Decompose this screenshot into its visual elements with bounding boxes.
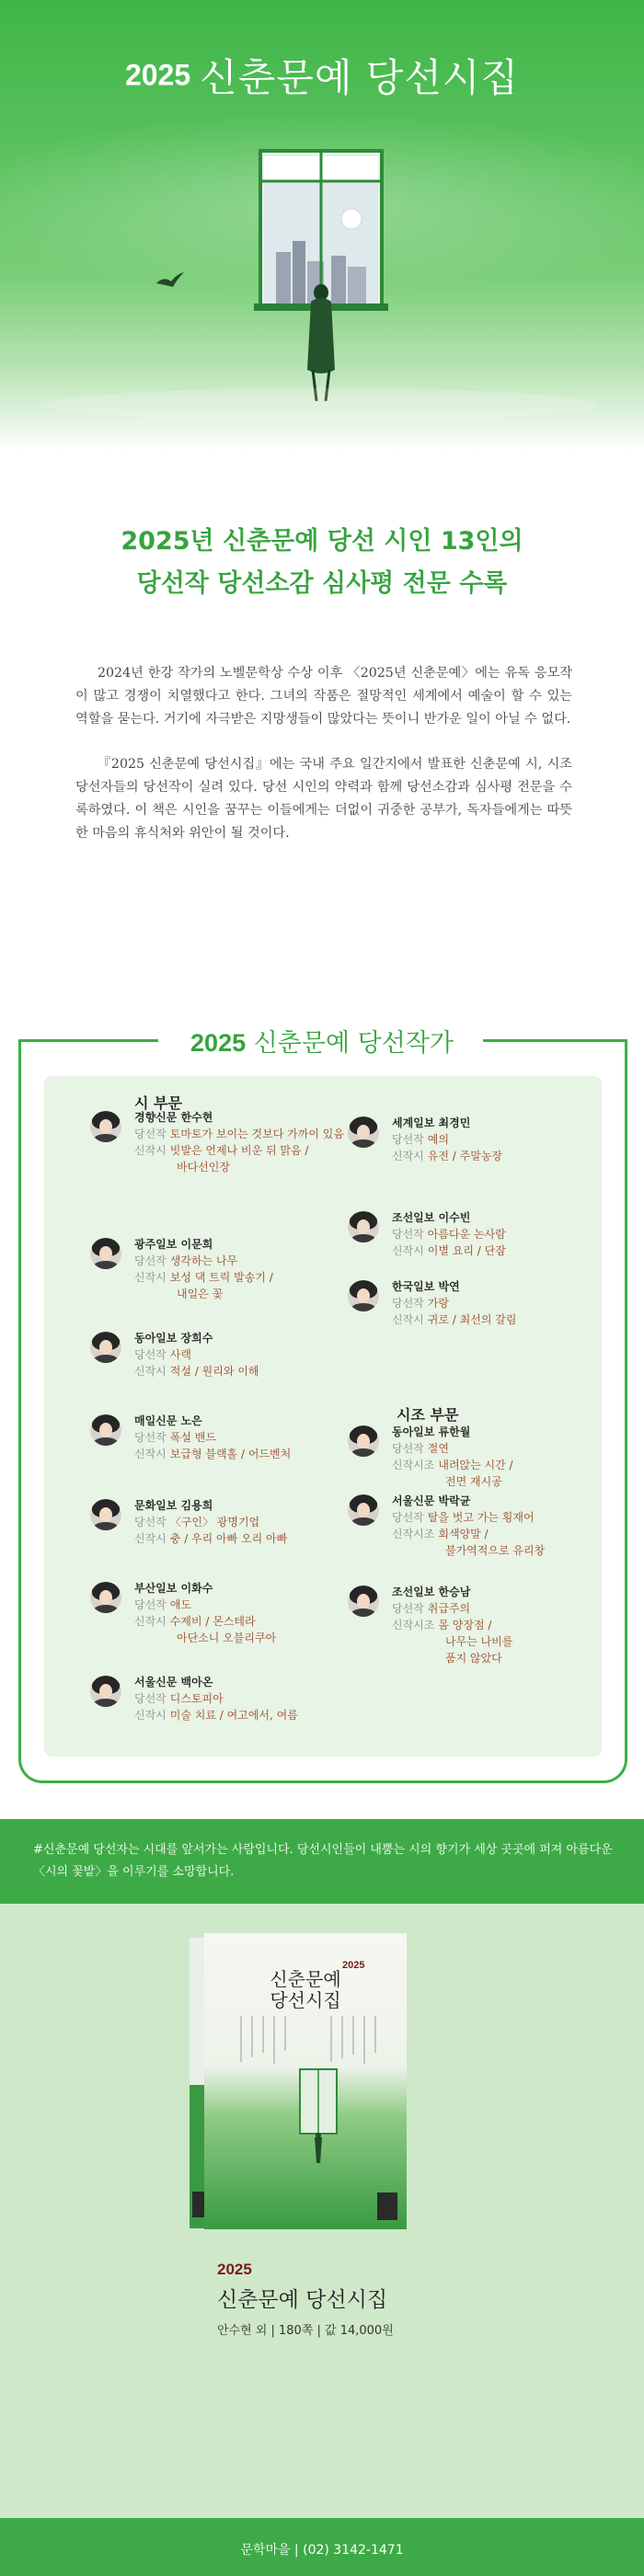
author-name: 광주일보 이문희 bbox=[134, 1238, 213, 1251]
winning-work-title: 아름다운 논사람 bbox=[427, 1228, 506, 1241]
winning-work-title: 생각하는 나무 bbox=[169, 1254, 238, 1267]
winning-work-label: 당선작 bbox=[392, 1297, 424, 1310]
winning-work-title: 〈구인〉 광명기업 bbox=[169, 1516, 260, 1528]
new-works-row bbox=[134, 1446, 291, 1462]
footer bbox=[0, 2518, 644, 2576]
new-works-label: 신작시 bbox=[134, 1144, 167, 1157]
winning-work-label: 당선작 bbox=[392, 1228, 424, 1241]
winning-work-label: 당선작 bbox=[392, 1511, 424, 1524]
winning-work-title: 토마토가 보이는 것보다 가까이 있음 bbox=[169, 1128, 344, 1140]
new-work-title: 보급형 블랙홀 / 어드벤처 bbox=[169, 1448, 292, 1460]
author-text bbox=[134, 1580, 276, 1646]
intro-text bbox=[75, 662, 572, 867]
winning-work-row bbox=[392, 1295, 516, 1311]
new-work-title: 적설 / 원리와 이해 bbox=[169, 1365, 259, 1378]
author-name: 부산일보 이화수 bbox=[134, 1582, 213, 1595]
author-text bbox=[392, 1115, 502, 1164]
winning-work-label: 당선작 bbox=[134, 1516, 167, 1528]
new-works-label: 신작시 bbox=[134, 1271, 167, 1284]
winning-work-label: 당선작 bbox=[134, 1254, 167, 1267]
hero-title-text: 신춘문예 당선시집 bbox=[200, 55, 520, 100]
author-text bbox=[134, 1109, 344, 1175]
winning-work-title: 디스토피아 bbox=[169, 1692, 224, 1705]
new-works-row bbox=[134, 1530, 287, 1547]
winning-work-row bbox=[392, 1226, 506, 1242]
author-photo-icon bbox=[90, 1414, 121, 1446]
new-works-row bbox=[392, 1473, 513, 1490]
cover-year: 2025 bbox=[342, 1960, 365, 1971]
new-works-row bbox=[134, 1707, 298, 1723]
book-cover bbox=[204, 1933, 407, 2229]
winning-work-label: 당선작 bbox=[392, 1602, 424, 1615]
new-work-title: 전면 재시공 bbox=[445, 1475, 502, 1488]
author-text bbox=[134, 1497, 287, 1547]
author-name: 서울신문 백아온 bbox=[134, 1676, 213, 1689]
new-work-title: 나무는 나비를 bbox=[445, 1635, 513, 1648]
book-meta: 안수현 외 | 180쪽 | 값 14,000원 bbox=[217, 2324, 394, 2338]
winning-work-title: 절연 bbox=[427, 1442, 449, 1455]
new-works-row bbox=[392, 1542, 545, 1559]
new-works-row bbox=[392, 1311, 516, 1328]
cover-title-2: 당선시집 bbox=[270, 1989, 341, 2011]
intro-paragraph-1: 2024년 한강 작가의 노벨문학상 수상 이후 〈2025년 신춘문예〉에는 유독 응모작이 많고 경쟁이 치열했다고 한다. 그녀의 작품은 절망적인 세계에서 예술이 할 수 있는 역할을 묻는다. 거기에 자극받은 지망생들이 많았다는 뜻이니 반가운 일이 아닐 수 없다. bbox=[75, 666, 572, 727]
new-works-row bbox=[134, 1363, 259, 1380]
winning-work-row bbox=[134, 1126, 344, 1142]
author-photo-icon bbox=[348, 1586, 379, 1617]
book-year: 2025 bbox=[217, 2261, 252, 2278]
authors-heading bbox=[0, 1021, 644, 1058]
new-work-title: 품지 않았다 bbox=[445, 1652, 502, 1665]
hero-title bbox=[0, 48, 644, 103]
author-name: 동아일보 장희수 bbox=[134, 1332, 213, 1345]
winning-work-row bbox=[134, 1253, 273, 1269]
headline-line-1: 2025년 신춘문예 당선 시인 13인의 bbox=[121, 527, 523, 555]
winning-work-label: 당선작 bbox=[134, 1431, 167, 1444]
new-works-row bbox=[392, 1633, 512, 1650]
author-name: 경향신문 한수현 bbox=[134, 1111, 213, 1124]
author-name: 세계일보 최경민 bbox=[392, 1116, 471, 1129]
author-name: 매일신문 노은 bbox=[134, 1414, 202, 1427]
winning-work-row bbox=[392, 1509, 545, 1526]
author-photo-icon bbox=[90, 1111, 121, 1142]
headline bbox=[0, 521, 644, 605]
authors-heading-year: 2025 bbox=[190, 1029, 247, 1057]
book-info bbox=[217, 2261, 394, 2338]
cover-title-1: 신춘문예 bbox=[270, 1968, 341, 1990]
author-text bbox=[392, 1493, 545, 1559]
author-photo-icon bbox=[90, 1582, 121, 1613]
winning-work-title: 가랑 bbox=[427, 1297, 449, 1310]
winning-work-label: 당선작 bbox=[134, 1348, 167, 1361]
new-works-row bbox=[392, 1148, 502, 1164]
author-photo-icon bbox=[348, 1425, 379, 1457]
author-text bbox=[392, 1424, 513, 1490]
author-text bbox=[134, 1674, 298, 1723]
authors-panel bbox=[44, 1076, 602, 1757]
author-photo-icon bbox=[90, 1238, 121, 1269]
new-works-label: 신작시 bbox=[392, 1244, 424, 1257]
author-photo-icon bbox=[90, 1499, 121, 1530]
banner-text: #신춘문예 당선자는 시대를 앞서가는 사람입니다. 당선시인들이 내뿜는 시의 향기가 세상 곳곳에 퍼져 아름다운 〈시의 꽃밭〉을 이루기를 소망합니다. bbox=[33, 1843, 613, 1879]
intro-paragraph-2: 『2025 신춘문예 당선시집』에는 국내 주요 일간지에서 발표한 신춘문예 시, 시조 당선자들의 당선작이 실려 있다. 당선 시인의 약력과 함께 당선소감과 심사평 전문을 수록하였다. 이 책은 시인을 꿈꾸는 이들에게는 더없이 귀중한 공부가, 독자들에게는 따뜻한 마음의 휴식처와 위안이 될 것이다. bbox=[75, 757, 572, 841]
new-work-title: 보성 댁 트릭 발송기 / bbox=[169, 1271, 273, 1284]
winning-work-label: 당선작 bbox=[392, 1442, 424, 1455]
new-work-title: 귀로 / 최선의 갈림 bbox=[427, 1313, 517, 1326]
winning-work-title: 폭설 밴드 bbox=[169, 1431, 216, 1444]
author-name: 조선일보 이수빈 bbox=[392, 1211, 471, 1224]
new-work-title: 불가역적으로 유리창 bbox=[445, 1544, 546, 1557]
new-work-title: 이별 요리 / 단잠 bbox=[427, 1244, 506, 1257]
new-works-row bbox=[134, 1630, 276, 1646]
winning-work-title: 예의 bbox=[427, 1133, 449, 1146]
message-banner bbox=[0, 1819, 644, 1904]
window-illustration bbox=[0, 129, 644, 451]
author-text bbox=[392, 1209, 506, 1259]
author-text bbox=[134, 1330, 259, 1380]
winning-work-title: 탈을 벗고 가는 횡재어 bbox=[427, 1511, 535, 1524]
new-works-row bbox=[134, 1142, 344, 1159]
new-works-row bbox=[134, 1286, 273, 1302]
new-works-label: 신작시조 bbox=[392, 1528, 435, 1540]
authors-heading-text bbox=[0, 1023, 644, 1059]
new-work-title: 미술 치료 / 여고에서, 여름 bbox=[169, 1709, 298, 1722]
new-works-label: 신작시조 bbox=[392, 1619, 435, 1631]
winning-work-row bbox=[134, 1346, 259, 1363]
author-photo-icon bbox=[348, 1280, 379, 1311]
winning-work-row bbox=[134, 1597, 276, 1613]
author-text bbox=[392, 1278, 516, 1328]
new-works-row bbox=[392, 1617, 512, 1633]
winning-work-row bbox=[392, 1440, 513, 1457]
author-name: 조선일보 한승남 bbox=[392, 1586, 471, 1598]
author-text bbox=[134, 1236, 273, 1302]
new-work-title: 유전 / 주말농장 bbox=[427, 1150, 503, 1162]
author-photo-icon bbox=[90, 1332, 121, 1363]
winning-work-row bbox=[134, 1690, 298, 1707]
new-works-label: 신작시 bbox=[392, 1150, 424, 1162]
new-works-row bbox=[392, 1457, 513, 1473]
author-name: 문화일보 김용희 bbox=[134, 1499, 213, 1512]
author-photo-icon bbox=[348, 1116, 379, 1148]
winning-work-title: 취급주의 bbox=[427, 1602, 471, 1615]
winning-work-title: 사랙 bbox=[169, 1348, 191, 1361]
new-work-title: 바다선인장 bbox=[177, 1161, 230, 1174]
new-work-title: 충 / 우리 아빠 오리 아빠 bbox=[169, 1532, 288, 1545]
new-work-title: 내려앉는 시간 / bbox=[438, 1459, 513, 1471]
new-works-label: 신작시 bbox=[134, 1615, 167, 1628]
new-work-title: 수제비 / 몬스테라 bbox=[169, 1615, 256, 1628]
new-works-label: 신작시조 bbox=[392, 1459, 435, 1471]
winning-work-label: 당선작 bbox=[134, 1128, 167, 1140]
new-work-title: 아단소니 오블리쿠아 bbox=[177, 1631, 277, 1644]
winning-work-label: 당선작 bbox=[392, 1133, 424, 1146]
new-works-row bbox=[134, 1269, 273, 1286]
new-works-label: 신작시 bbox=[134, 1448, 167, 1460]
winning-work-row bbox=[134, 1429, 291, 1446]
hero-year: 2025 bbox=[124, 58, 191, 92]
new-work-title: 빗발은 언제나 비운 뒤 맑음 / bbox=[169, 1144, 309, 1157]
new-work-title: 회색양말 / bbox=[438, 1528, 489, 1540]
new-works-row bbox=[392, 1650, 512, 1666]
author-name: 동아일보 류한월 bbox=[392, 1425, 471, 1438]
new-works-row bbox=[392, 1526, 545, 1542]
authors-heading-title: 신춘문예 당선작가 bbox=[253, 1029, 454, 1058]
winning-work-row bbox=[392, 1131, 502, 1148]
headline-line-2: 당선작 당선소감 심사평 전문 수록 bbox=[136, 569, 508, 598]
new-works-row bbox=[134, 1159, 344, 1175]
winning-work-row bbox=[392, 1600, 512, 1617]
winning-work-row bbox=[134, 1514, 287, 1530]
new-work-title: 몸 양장점 / bbox=[438, 1619, 492, 1631]
new-works-label: 신작시 bbox=[134, 1532, 167, 1545]
sijo-section-label: 시조 부문 bbox=[397, 1406, 459, 1424]
poetry-section-label: 시 부문 bbox=[134, 1094, 182, 1112]
winning-work-label: 당선작 bbox=[134, 1692, 167, 1705]
author-text bbox=[134, 1413, 291, 1462]
new-works-row bbox=[392, 1242, 506, 1259]
book-title: 신춘문예 당선시집 bbox=[217, 2288, 388, 2312]
author-photo-icon bbox=[90, 1676, 121, 1707]
new-works-row bbox=[134, 1613, 276, 1630]
author-photo-icon bbox=[348, 1211, 379, 1242]
new-works-label: 신작시 bbox=[392, 1313, 424, 1326]
winning-work-label: 당선작 bbox=[134, 1598, 167, 1611]
new-works-label: 신작시 bbox=[134, 1709, 167, 1722]
author-name: 한국일보 박연 bbox=[392, 1280, 460, 1293]
author-name: 서울신문 박락균 bbox=[392, 1494, 471, 1507]
new-work-title: 내일은 꽃 bbox=[177, 1288, 224, 1300]
author-text bbox=[392, 1584, 512, 1666]
winning-work-title: 애도 bbox=[169, 1598, 191, 1611]
author-photo-icon bbox=[348, 1494, 379, 1526]
hero-banner bbox=[0, 0, 644, 451]
new-works-label: 신작시 bbox=[134, 1365, 167, 1378]
footer-contact: 문학마을 | (02) 3142-1471 bbox=[240, 2543, 404, 2558]
